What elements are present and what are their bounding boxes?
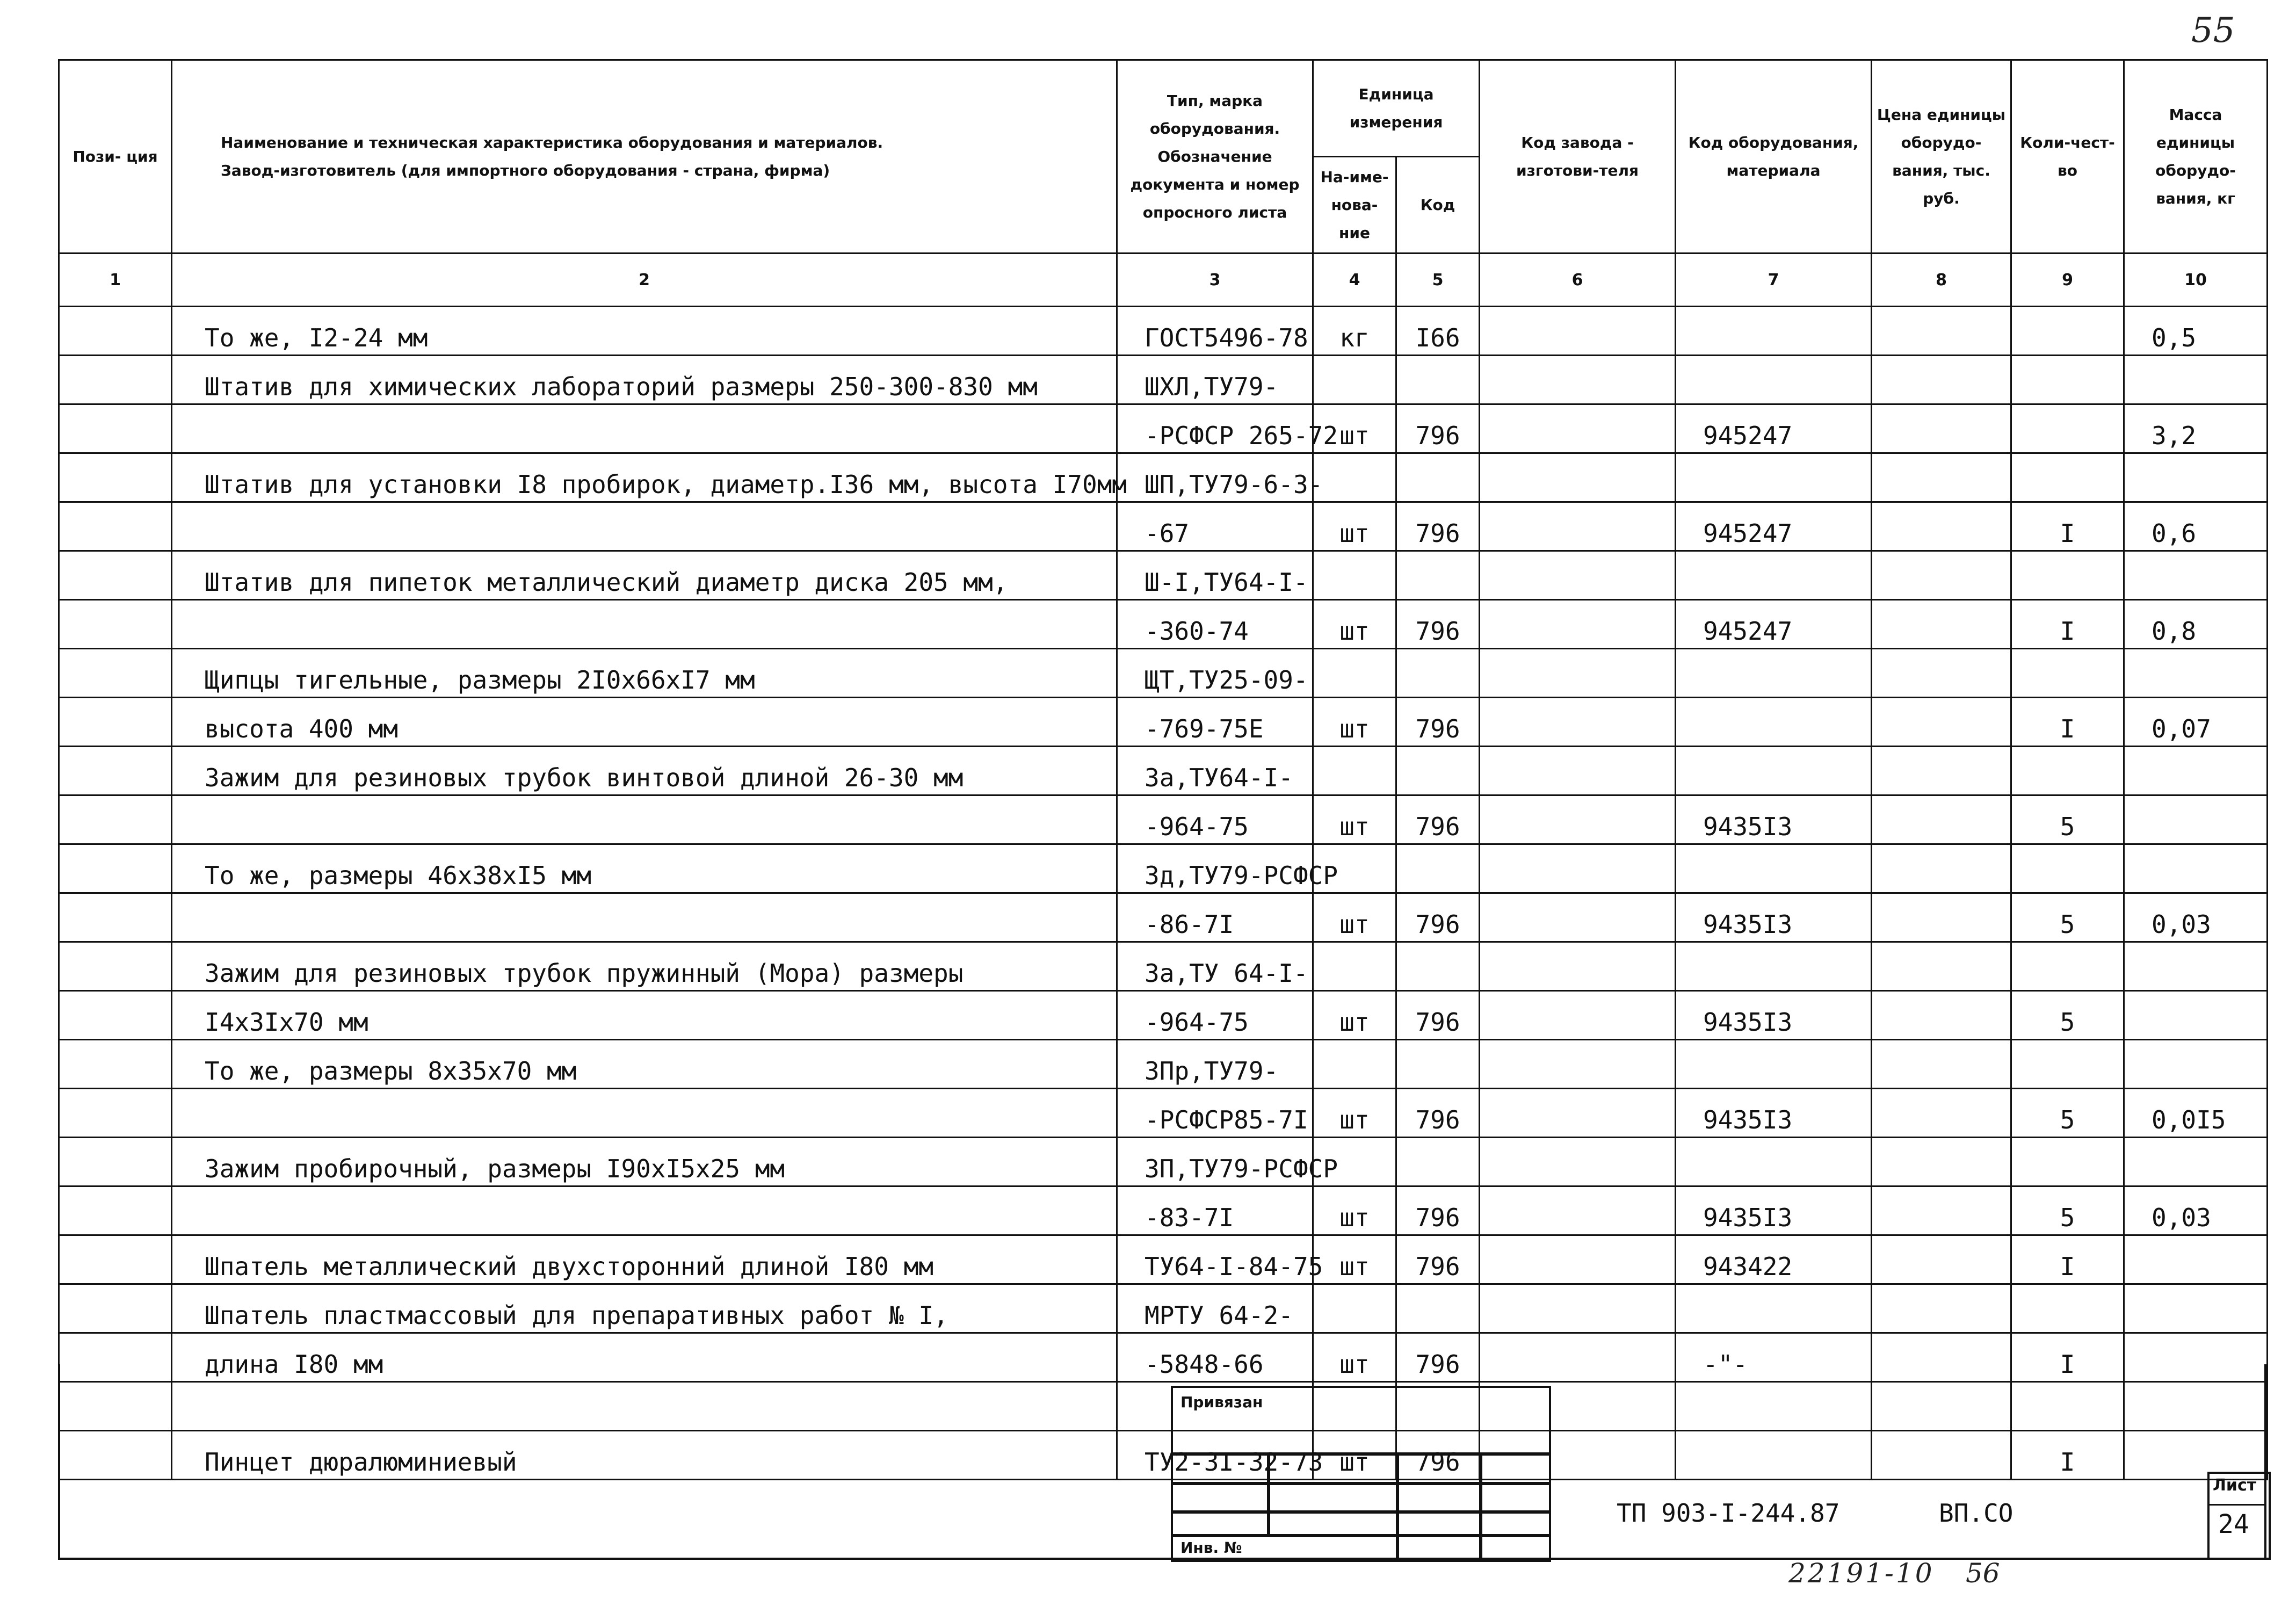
cell-mass [2124, 1040, 2268, 1089]
cell-type: -83-7I [1117, 1186, 1313, 1235]
cell-price [1872, 795, 2011, 844]
header-unit-name: На-име-нова-ние [1313, 157, 1396, 254]
cell-unit [1313, 942, 1396, 991]
cell-name: Шпатель металлический двухсторонний длиной I80 мм [172, 1235, 1117, 1284]
cell-mass [2124, 1333, 2268, 1382]
cell-code [1396, 356, 1480, 404]
cell-name: Штатив для химических лабораторий размеры 250-300-830 мм [172, 356, 1117, 404]
table-row [59, 1284, 2268, 1333]
cell-qty [2011, 942, 2124, 991]
header-row [59, 60, 2268, 157]
cell-eq [1676, 551, 1872, 600]
cell-name: Штатив для пипеток металлический диаметр диска 205 мм, [172, 551, 1117, 600]
cell-qty [2011, 1284, 2124, 1333]
document-suffix: ВП.СО [1939, 1499, 2013, 1528]
table-row [59, 893, 2268, 942]
cell-pos [59, 1382, 172, 1431]
cell-type: ШП,ТУ79-6-3- [1117, 453, 1313, 502]
colnum: 5 [1396, 254, 1480, 307]
cell-eq: 945247 [1676, 502, 1872, 551]
cell-pos [59, 453, 172, 502]
cell-code [1396, 1284, 1480, 1333]
cell-unit: шт [1313, 1089, 1396, 1138]
cell-unit: шт [1313, 893, 1396, 942]
equipment-spec-table [58, 59, 2268, 1480]
table-row [59, 1186, 2268, 1235]
cell-name: Шпатель пластмассовый для препаративных работ № I, [172, 1284, 1117, 1333]
cell-unit [1313, 1040, 1396, 1089]
cell-unit [1313, 551, 1396, 600]
colnum: 3 [1117, 254, 1313, 307]
cell-mass: 0,8 [2124, 600, 2268, 649]
cell-qty [2011, 1382, 2124, 1431]
table-row [59, 844, 2268, 893]
cell-price [1872, 1333, 2011, 1382]
cell-type: -86-7I [1117, 893, 1313, 942]
cell-name [172, 1186, 1117, 1235]
document-code: ТП 903-I-244.87 [1617, 1499, 1840, 1528]
cell-code: 796 [1396, 1089, 1480, 1138]
cell-qty [2011, 404, 2124, 453]
table-row [59, 404, 2268, 453]
cell-price [1872, 649, 2011, 698]
cell-factory [1480, 942, 1676, 991]
cell-factory [1480, 1089, 1676, 1138]
cell-price [1872, 844, 2011, 893]
table-row [59, 1235, 2268, 1284]
cell-eq [1676, 1382, 1872, 1431]
header-equipment-code: Код оборудования, материала [1676, 60, 1872, 254]
cell-eq: 943422 [1676, 1235, 1872, 1284]
cell-code: 796 [1396, 502, 1480, 551]
cell-qty [2011, 649, 2124, 698]
cell-name [172, 502, 1117, 551]
cell-name: Щипцы тигельные, размеры 2I0x66xI7 мм [172, 649, 1117, 698]
cell-name: То же, I2-24 мм [172, 307, 1117, 356]
cell-unit [1313, 356, 1396, 404]
cell-factory [1480, 1235, 1676, 1284]
cell-code [1396, 747, 1480, 795]
bound-label: Привязан [1180, 1393, 1263, 1411]
footer-page: 56 [1966, 1558, 2000, 1589]
cell-qty [2011, 1138, 2124, 1186]
cell-code [1396, 649, 1480, 698]
cell-pos [59, 551, 172, 600]
cell-mass [2124, 453, 2268, 502]
cell-type: ЩТ,ТУ25-09- [1117, 649, 1313, 698]
cell-code: 796 [1396, 1333, 1480, 1382]
header-type: Тип, марка оборудования. Обозначение документа и номер опросного листа [1117, 60, 1313, 254]
cell-name: То же, размеры 8x35x70 мм [172, 1040, 1117, 1089]
sheet-value: 24 [2218, 1509, 2249, 1539]
table-row [59, 453, 2268, 502]
cell-factory [1480, 893, 1676, 942]
cell-unit: шт [1313, 795, 1396, 844]
cell-factory [1480, 551, 1676, 600]
cell-name: Пинцет дюралюминиевый [172, 1431, 1117, 1480]
table-row [59, 1431, 2268, 1480]
cell-price [1872, 307, 2011, 356]
cell-unit: шт [1313, 600, 1396, 649]
cell-pos [59, 649, 172, 698]
cell-type: ЗП,ТУ79-РСФСР [1117, 1138, 1313, 1186]
cell-price [1872, 942, 2011, 991]
cell-unit: шт [1313, 1333, 1396, 1382]
cell-eq [1676, 356, 1872, 404]
cell-mass [2124, 991, 2268, 1040]
cell-factory [1480, 649, 1676, 698]
cell-eq: 9435I3 [1676, 1089, 1872, 1138]
table-row [59, 1382, 2268, 1431]
table-row [59, 600, 2268, 649]
colnum: 10 [2124, 254, 2268, 307]
cell-code: 796 [1396, 795, 1480, 844]
cell-type: Ш-I,ТУ64-I- [1117, 551, 1313, 600]
cell-type: -360-74 [1117, 600, 1313, 649]
cell-type: ТУ2-3I-32-73 [1117, 1431, 1313, 1480]
cell-qty [2011, 1040, 2124, 1089]
cell-qty: I [2011, 600, 2124, 649]
cell-eq [1676, 747, 1872, 795]
cell-mass: 0,6 [2124, 502, 2268, 551]
cell-eq [1676, 649, 1872, 698]
cell-factory [1480, 307, 1676, 356]
table-row [59, 649, 2268, 698]
cell-qty [2011, 551, 2124, 600]
cell-name [172, 1089, 1117, 1138]
binding-stamp [1171, 1386, 1551, 1562]
column-number-row [59, 254, 2268, 307]
table-row [59, 698, 2268, 747]
cell-factory [1480, 1186, 1676, 1235]
cell-pos [59, 991, 172, 1040]
cell-pos [59, 844, 172, 893]
table-row [59, 1089, 2268, 1138]
cell-eq: 945247 [1676, 404, 1872, 453]
cell-factory [1480, 795, 1676, 844]
cell-mass [2124, 942, 2268, 991]
cell-name [172, 600, 1117, 649]
cell-qty: 5 [2011, 991, 2124, 1040]
cell-mass [2124, 1382, 2268, 1431]
cell-qty: 5 [2011, 1186, 2124, 1235]
cell-qty: I [2011, 1235, 2124, 1284]
cell-name: I4x3Ix70 мм [172, 991, 1117, 1040]
cell-type: -РСФСР85-7I [1117, 1089, 1313, 1138]
cell-mass [2124, 356, 2268, 404]
table-row [59, 991, 2268, 1040]
cell-pos [59, 1284, 172, 1333]
cell-eq: 9435I3 [1676, 893, 1872, 942]
cell-eq [1676, 1431, 1872, 1480]
cell-price [1872, 893, 2011, 942]
cell-qty: 5 [2011, 1089, 2124, 1138]
cell-type: ШХЛ,ТУ79- [1117, 356, 1313, 404]
cell-unit [1313, 1284, 1396, 1333]
cell-type: -67 [1117, 502, 1313, 551]
cell-type: -769-75Е [1117, 698, 1313, 747]
cell-mass [2124, 1138, 2268, 1186]
table-row [59, 747, 2268, 795]
cell-eq [1676, 942, 1872, 991]
cell-mass [2124, 1284, 2268, 1333]
cell-price [1872, 1431, 2011, 1480]
cell-mass [2124, 649, 2268, 698]
colnum: 1 [59, 254, 172, 307]
table-row [59, 1138, 2268, 1186]
header-factory-code: Код завода - изготови-теля [1480, 60, 1676, 254]
cell-name: Зажим пробирочный, размеры I90xI5x25 мм [172, 1138, 1117, 1186]
cell-factory [1480, 991, 1676, 1040]
cell-type: ГОСТ5496-78 [1117, 307, 1313, 356]
cell-price [1872, 551, 2011, 600]
cell-pos [59, 1235, 172, 1284]
cell-type: ЗПр,ТУ79- [1117, 1040, 1313, 1089]
cell-pos [59, 600, 172, 649]
cell-price [1872, 991, 2011, 1040]
cell-eq [1676, 698, 1872, 747]
table-row [59, 356, 2268, 404]
cell-eq: -"- [1676, 1333, 1872, 1382]
cell-pos [59, 1186, 172, 1235]
cell-price [1872, 1284, 2011, 1333]
cell-factory [1480, 1138, 1676, 1186]
cell-code [1396, 453, 1480, 502]
table-row [59, 307, 2268, 356]
cell-code [1396, 942, 1480, 991]
cell-type: -РСФСР 265-72 [1117, 404, 1313, 453]
cell-name: Зажим для резиновых трубок пружинный (Мора) размеры [172, 942, 1117, 991]
cell-price [1872, 1235, 2011, 1284]
cell-price [1872, 747, 2011, 795]
cell-factory [1480, 1333, 1676, 1382]
cell-pos [59, 1089, 172, 1138]
cell-type: Зд,ТУ79-РСФСР [1117, 844, 1313, 893]
cell-type: -964-75 [1117, 795, 1313, 844]
cell-mass [2124, 551, 2268, 600]
colnum: 9 [2011, 254, 2124, 307]
cell-price [1872, 1040, 2011, 1089]
cell-pos [59, 893, 172, 942]
sheet-label: Лист [2213, 1476, 2257, 1495]
cell-qty [2011, 356, 2124, 404]
cell-mass: 0,03 [2124, 1186, 2268, 1235]
colnum: 4 [1313, 254, 1396, 307]
cell-eq [1676, 1138, 1872, 1186]
cell-eq: 9435I3 [1676, 991, 1872, 1040]
cell-eq [1676, 453, 1872, 502]
colnum: 2 [172, 254, 1117, 307]
cell-mass: 0,0I5 [2124, 1089, 2268, 1138]
cell-price [1872, 600, 2011, 649]
colnum: 8 [1872, 254, 2011, 307]
cell-code: 796 [1396, 991, 1480, 1040]
cell-price [1872, 404, 2011, 453]
cell-code: 796 [1396, 1235, 1480, 1284]
cell-eq: 9435I3 [1676, 795, 1872, 844]
cell-mass: 3,2 [2124, 404, 2268, 453]
cell-factory [1480, 1040, 1676, 1089]
cell-price [1872, 1186, 2011, 1235]
header-unit-code: Код [1396, 157, 1480, 254]
cell-price [1872, 502, 2011, 551]
cell-mass [2124, 747, 2268, 795]
cell-pos [59, 747, 172, 795]
header-quantity: Коли-чест-во [2011, 60, 2124, 254]
cell-name [172, 404, 1117, 453]
cell-type: -964-75 [1117, 991, 1313, 1040]
cell-factory [1480, 1284, 1676, 1333]
cell-pos [59, 698, 172, 747]
cell-eq [1676, 307, 1872, 356]
cell-eq: 945247 [1676, 600, 1872, 649]
cell-name: Зажим для резиновых трубок винтовой длиной 26-30 мм [172, 747, 1117, 795]
cell-mass [2124, 1235, 2268, 1284]
cell-code [1396, 1138, 1480, 1186]
cell-code [1396, 1040, 1480, 1089]
cell-qty: I [2011, 502, 2124, 551]
cell-mass: 0,03 [2124, 893, 2268, 942]
sheet-corner-number: 55 [2191, 11, 2235, 50]
cell-unit: шт [1313, 991, 1396, 1040]
cell-qty: I [2011, 1431, 2124, 1480]
cell-name [172, 893, 1117, 942]
cell-unit: шт [1313, 502, 1396, 551]
cell-pos [59, 942, 172, 991]
cell-name [172, 795, 1117, 844]
cell-mass: 0,07 [2124, 698, 2268, 747]
cell-type: За,ТУ 64-I- [1117, 942, 1313, 991]
cell-factory [1480, 453, 1676, 502]
table-row [59, 1333, 2268, 1382]
cell-price [1872, 1138, 2011, 1186]
cell-unit: шт [1313, 698, 1396, 747]
table-row [59, 551, 2268, 600]
cell-factory [1480, 502, 1676, 551]
cell-factory [1480, 844, 1676, 893]
cell-name: Штатив для установки I8 пробирок, диаметр.I36 мм, высота I70мм [172, 453, 1117, 502]
cell-qty [2011, 453, 2124, 502]
cell-factory [1480, 698, 1676, 747]
cell-factory [1480, 747, 1676, 795]
cell-unit: кг [1313, 307, 1396, 356]
cell-code: I66 [1396, 307, 1480, 356]
cell-pos [59, 1431, 172, 1480]
cell-pos [59, 1333, 172, 1382]
cell-unit: шт [1313, 1186, 1396, 1235]
cell-code: 796 [1396, 698, 1480, 747]
footer-number: 22191-10 [1788, 1558, 1935, 1589]
cell-eq [1676, 844, 1872, 893]
cell-price [1872, 453, 2011, 502]
cell-qty: 5 [2011, 795, 2124, 844]
colnum: 7 [1676, 254, 1872, 307]
cell-code: 796 [1396, 893, 1480, 942]
cell-type: ТУ64-I-84-75 [1117, 1235, 1313, 1284]
header-mass: Масса единицы оборудо-вания, кг [2124, 60, 2268, 254]
inventory-label: Инв. № [1180, 1539, 1242, 1557]
header-price: Цена единицы оборудо-вания, тыс. руб. [1872, 60, 2011, 254]
table-row [59, 502, 2268, 551]
cell-mass: 0,5 [2124, 307, 2268, 356]
header-position: Пози- ция [59, 60, 172, 254]
header-name: Наименование и техническая характеристика оборудования и материалов. Завод-изготовитель (для импортного оборудования - страна, фирма) [172, 60, 1117, 254]
cell-code [1396, 551, 1480, 600]
cell-unit: шт [1313, 1235, 1396, 1284]
cell-name: высота 400 мм [172, 698, 1117, 747]
cell-code: 796 [1396, 600, 1480, 649]
cell-factory [1480, 404, 1676, 453]
cell-factory [1480, 600, 1676, 649]
cell-pos [59, 404, 172, 453]
cell-qty: 5 [2011, 893, 2124, 942]
cell-type: За,ТУ64-I- [1117, 747, 1313, 795]
cell-pos [59, 1138, 172, 1186]
cell-price [1872, 1089, 2011, 1138]
cell-unit [1313, 747, 1396, 795]
cell-eq: 9435I3 [1676, 1186, 1872, 1235]
cell-unit: шт [1313, 1431, 1396, 1480]
cell-factory [1480, 356, 1676, 404]
cell-pos [59, 795, 172, 844]
cell-code [1396, 844, 1480, 893]
cell-type: -5848-66 [1117, 1333, 1313, 1382]
cell-pos [59, 502, 172, 551]
cell-eq [1676, 1040, 1872, 1089]
cell-unit: шт [1313, 404, 1396, 453]
cell-qty [2011, 747, 2124, 795]
table-row [59, 795, 2268, 844]
cell-pos [59, 356, 172, 404]
cell-name: длина I80 мм [172, 1333, 1117, 1382]
cell-mass [2124, 795, 2268, 844]
cell-code: 796 [1396, 1431, 1480, 1480]
cell-qty [2011, 844, 2124, 893]
cell-type: МРТУ 64-2- [1117, 1284, 1313, 1333]
cell-price [1872, 698, 2011, 747]
cell-price [1872, 356, 2011, 404]
cell-qty [2011, 307, 2124, 356]
cell-mass [2124, 844, 2268, 893]
cell-code: 796 [1396, 1186, 1480, 1235]
table-row [59, 942, 2268, 991]
colnum: 6 [1480, 254, 1676, 307]
cell-unit [1313, 649, 1396, 698]
cell-pos [59, 1040, 172, 1089]
cell-name [172, 1382, 1117, 1431]
cell-qty: I [2011, 698, 2124, 747]
cell-code: 796 [1396, 404, 1480, 453]
cell-unit [1313, 453, 1396, 502]
header-unit-group: Единица измерения [1313, 60, 1480, 157]
table-row [59, 1040, 2268, 1089]
cell-name: То же, размеры 46x38xI5 мм [172, 844, 1117, 893]
cell-eq [1676, 1284, 1872, 1333]
cell-pos [59, 307, 172, 356]
cell-qty: I [2011, 1333, 2124, 1382]
cell-price [1872, 1382, 2011, 1431]
